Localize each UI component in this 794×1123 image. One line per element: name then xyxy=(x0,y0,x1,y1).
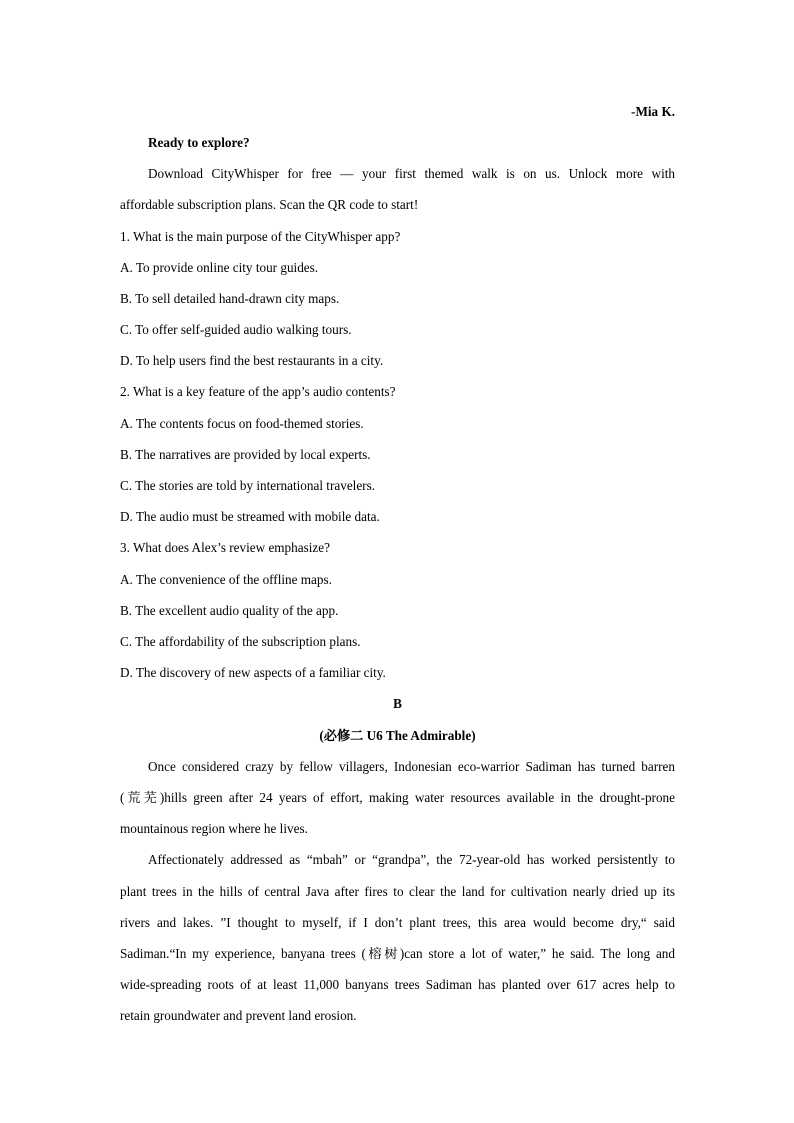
paragraph-2-line-5: wide-spreading roots of at least 11,000 banyans trees Sadiman has planted over 617 acres help to xyxy=(120,977,675,992)
question-3-stem: 3. What does Alex’s review emphasize? xyxy=(120,540,330,555)
question-2-option-b: B. The narratives are provided by local experts. xyxy=(120,447,371,462)
question-1-option-d: D. To help users find the best restaurants in a city. xyxy=(120,353,384,368)
paragraph-1-line-2: (荒芜)hills green after 24 years of effort, making water resources available in the drought-prone xyxy=(120,790,675,805)
question-2-stem: 2. What is a key feature of the app’s audio contents? xyxy=(120,384,396,399)
question-1-option-a: A. To provide online city tour guides. xyxy=(120,260,319,275)
paragraph-1-line-1: Once considered crazy by fellow villagers, Indonesian eco-warrior Sadiman has turned barren xyxy=(148,759,675,774)
cta-heading: Ready to explore? xyxy=(148,135,250,150)
question-3-option-b: B. The excellent audio quality of the app. xyxy=(120,603,339,618)
signature: -Mia K. xyxy=(631,104,675,119)
section-subtitle: (必修二 U6 The Admirable) xyxy=(319,728,476,743)
paragraph-2-line-3: rivers and lakes. ”I thought to myself, if I don’t plant trees, this area would become dry,“ said xyxy=(120,915,675,930)
question-2-option-a: A. The contents focus on food-themed stories. xyxy=(120,416,364,431)
question-2-option-d: D. The audio must be streamed with mobile data. xyxy=(120,509,380,524)
section-letter: B xyxy=(393,696,402,711)
question-3-option-a: A. The convenience of the offline maps. xyxy=(120,572,332,587)
paragraph-2-line-4: Sadiman.“In my experience, banyana trees (榕树)can store a lot of water,” he said. The long and xyxy=(120,946,675,961)
paragraph-2-line-2: plant trees in the hills of central Java after fires to clear the land for cultivation nearly dried up its xyxy=(120,884,675,899)
question-1-option-c: C. To offer self-guided audio walking tours. xyxy=(120,322,352,337)
question-3-option-d: D. The discovery of new aspects of a familiar city. xyxy=(120,665,386,680)
question-1-stem: 1. What is the main purpose of the CityWhisper app? xyxy=(120,229,401,244)
paragraph-2-line-1: Affectionately addressed as “mbah” or “grandpa”, the 72-year-old has worked persistently to xyxy=(148,852,675,867)
cta-text-line-1: Download CityWhisper for free — your first themed walk is on us. Unlock more with xyxy=(148,166,675,181)
paragraph-2-line-6: retain groundwater and prevent land erosion. xyxy=(120,1008,357,1023)
question-2-option-c: C. The stories are told by international travelers. xyxy=(120,478,376,493)
question-1-option-b: B. To sell detailed hand-drawn city maps. xyxy=(120,291,340,306)
question-3-option-c: C. The affordability of the subscription plans. xyxy=(120,634,361,649)
paragraph-1-line-3: mountainous region where he lives. xyxy=(120,821,308,836)
cta-text-line-2: affordable subscription plans. Scan the QR code to start! xyxy=(120,197,419,212)
